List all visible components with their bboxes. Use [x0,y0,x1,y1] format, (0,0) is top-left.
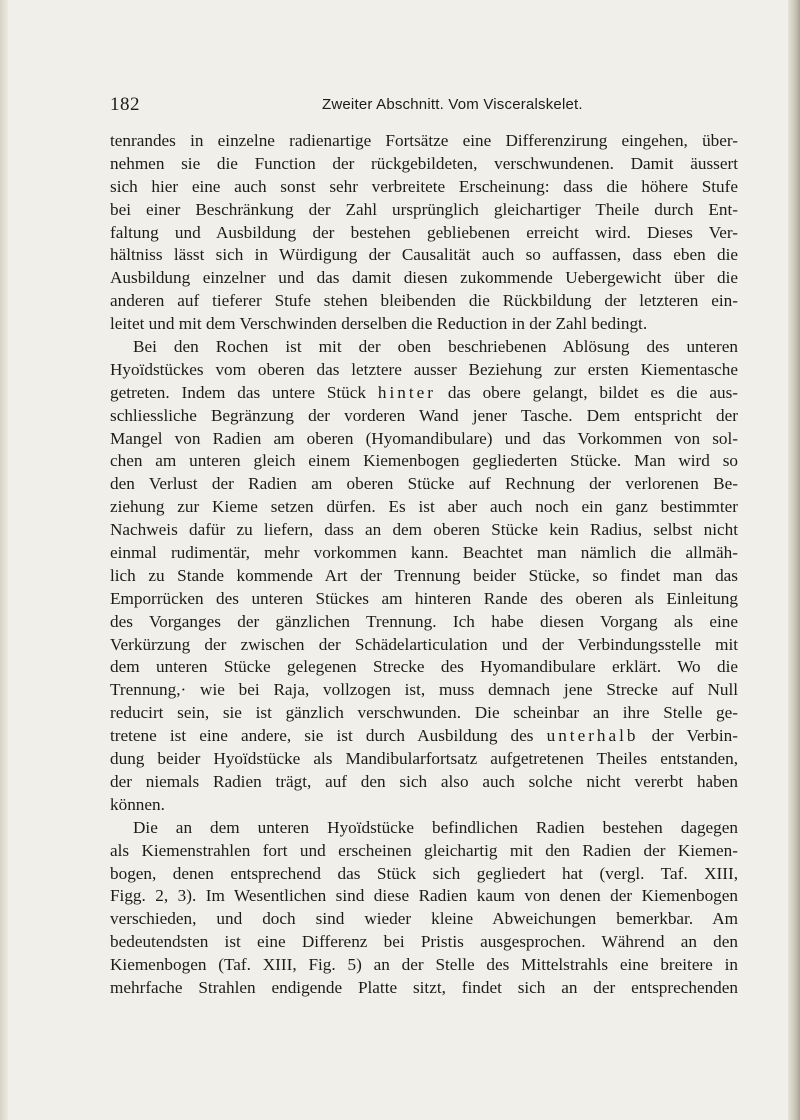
text-line: Hyoïdstückes vom oberen das letztere ausser Beziehung zur ersten Kiementasche [110,359,738,379]
page-binding-edge [0,0,8,1120]
text-line: chen am unteren gleich einem Kiemenbogen gegliederten Stücke. Man wird so [110,451,738,471]
text-line: ziehung zur Kieme setzen dürfen. Es ist aber auch noch ein ganz bestimmter [110,497,738,517]
text-line: lich zu Stande kommende Art der Trennung beider Stücke, so findet man das [110,565,738,585]
text-line: des Vorganges der gänzlichen Trennung. Ich habe diesen Vorgang als eine [110,611,738,631]
text-line-with-emphasis [110,382,738,405]
text-line: schliessliche Begränzung der vorderen Wand jener Tasche. Dem entspricht der [110,405,738,425]
text-line: der niemals Radien trägt, auf den sich also auch solche nicht vererbt haben [110,771,738,791]
page-outer-edge [788,0,800,1120]
paragraph-start-line: Die an dem unteren Hyoïdstücke befindlichen Radien bestehen dagegen [133,817,738,837]
paragraph-end-line: leitet und mit dem Verschwinden derselben die Reduction in der Zahl bedingt. [110,314,648,334]
text-line: Mangel von Radien am oberen (Hyomandibulare) und das Vorkommen von sol- [110,428,738,448]
running-title: Zweiter Abschnitt. Vom Visceralskelet. [322,96,583,113]
text-segment: tretene ist eine andere, sie ist durch Ausbildung des [110,726,534,746]
paragraph-end-line: können. [110,794,165,814]
text-line: Emporrücken des unteren Stückes am hinteren Rande des oberen als Einleitung [110,588,738,608]
text-segment: der Verbin- [651,726,738,746]
text-line: anderen auf tieferer Stufe stehen bleibenden die Rückbildung der letzteren ein- [110,291,738,311]
text-line: einmal rudimentär, mehr vorkommen kann. Beachtet man nämlich die allmäh- [110,543,738,563]
text-line: Nachweis dafür zu liefern, dass an dem oberen Stücke kein Radius, selbst nicht [110,520,738,540]
text-line: Ausbildung einzelner und das damit diesen zukommende Uebergewicht über die [110,268,738,288]
text-line: faltung und Ausbildung der bestehen gebliebenen erreicht wird. Dieses Ver- [110,222,738,242]
text-line: dung beider Hyoïdstücke als Mandibularfortsatz aufgetretenen Theiles entstanden, [110,749,738,769]
text-line: Trennung,· wie bei Raja, vollzogen ist, muss demnach jene Strecke auf Null [110,680,738,700]
emphasized-word: unterhalb [546,726,639,746]
text-line: Verkürzung der zwischen der Schädelarticulation und der Verbindungsstelle mit [110,634,738,654]
text-line: dem unteren Stücke gelegenen Strecke des Hyomandibulare erklärt. Wo die [110,657,738,677]
text-line: bogen, denen entsprechend das Stück sich gegliedert hat (vergl. Taf. XIII, [110,863,738,883]
page-header [110,94,740,118]
page-number: 182 [110,94,140,115]
text-line: als Kiemenstrahlen fort und erscheinen gleichartig mit den Radien der Kiemen- [110,840,738,860]
text-line: bedeutendsten ist eine Differenz bei Pristis ausgesprochen. Während an den [110,932,738,952]
emphasized-word: hinter [377,382,436,402]
text-line: hältniss lässt sich in Würdigung der Causalität auch so auffassen, dass eben die [110,245,738,265]
body-text [110,130,738,1000]
text-line: verschieden, und doch sind wieder kleine Abweichungen bemerkbar. Am [110,909,738,929]
text-line: sich hier eine auch sonst sehr verbreitete Erscheinung: dass die höhere Stufe [110,176,738,196]
text-line: nehmen sie die Function der rückgebildeten, verschwundenen. Damit äussert [110,153,738,173]
text-line: bei einer Beschränkung der Zahl ursprünglich gleichartiger Theile durch Ent- [110,199,738,219]
text-line: Figg. 2, 3). Im Wesentlichen sind diese Radien kaum von denen der Kiemenbogen [110,886,738,906]
text-segment: das obere gelangt, bildet es die aus- [447,382,739,402]
text-line: tenrandes in einzelne radienartige Fortsätze eine Differenzirung eingehen, über- [110,131,738,150]
text-line: Kiemenbogen (Taf. XIII, Fig. 5) an der Stelle des Mittelstrahls eine breitere in [110,955,738,975]
text-line: reducirt sein, sie ist gänzlich verschwunden. Die scheinbar an ihre Stelle ge- [110,703,738,723]
text-line: den Verlust der Radien am oberen Stücke auf Rechnung der verlorenen Be- [110,474,738,494]
paragraph-start-line: Bei den Rochen ist mit der oben beschriebenen Ablösung des unteren [133,337,738,357]
text-line: mehrfache Strahlen endigende Platte sitzt, findet sich an der entsprechenden [110,977,738,997]
text-line-with-emphasis [110,725,738,748]
text-segment: getreten. Indem das untere Stück [110,382,366,402]
